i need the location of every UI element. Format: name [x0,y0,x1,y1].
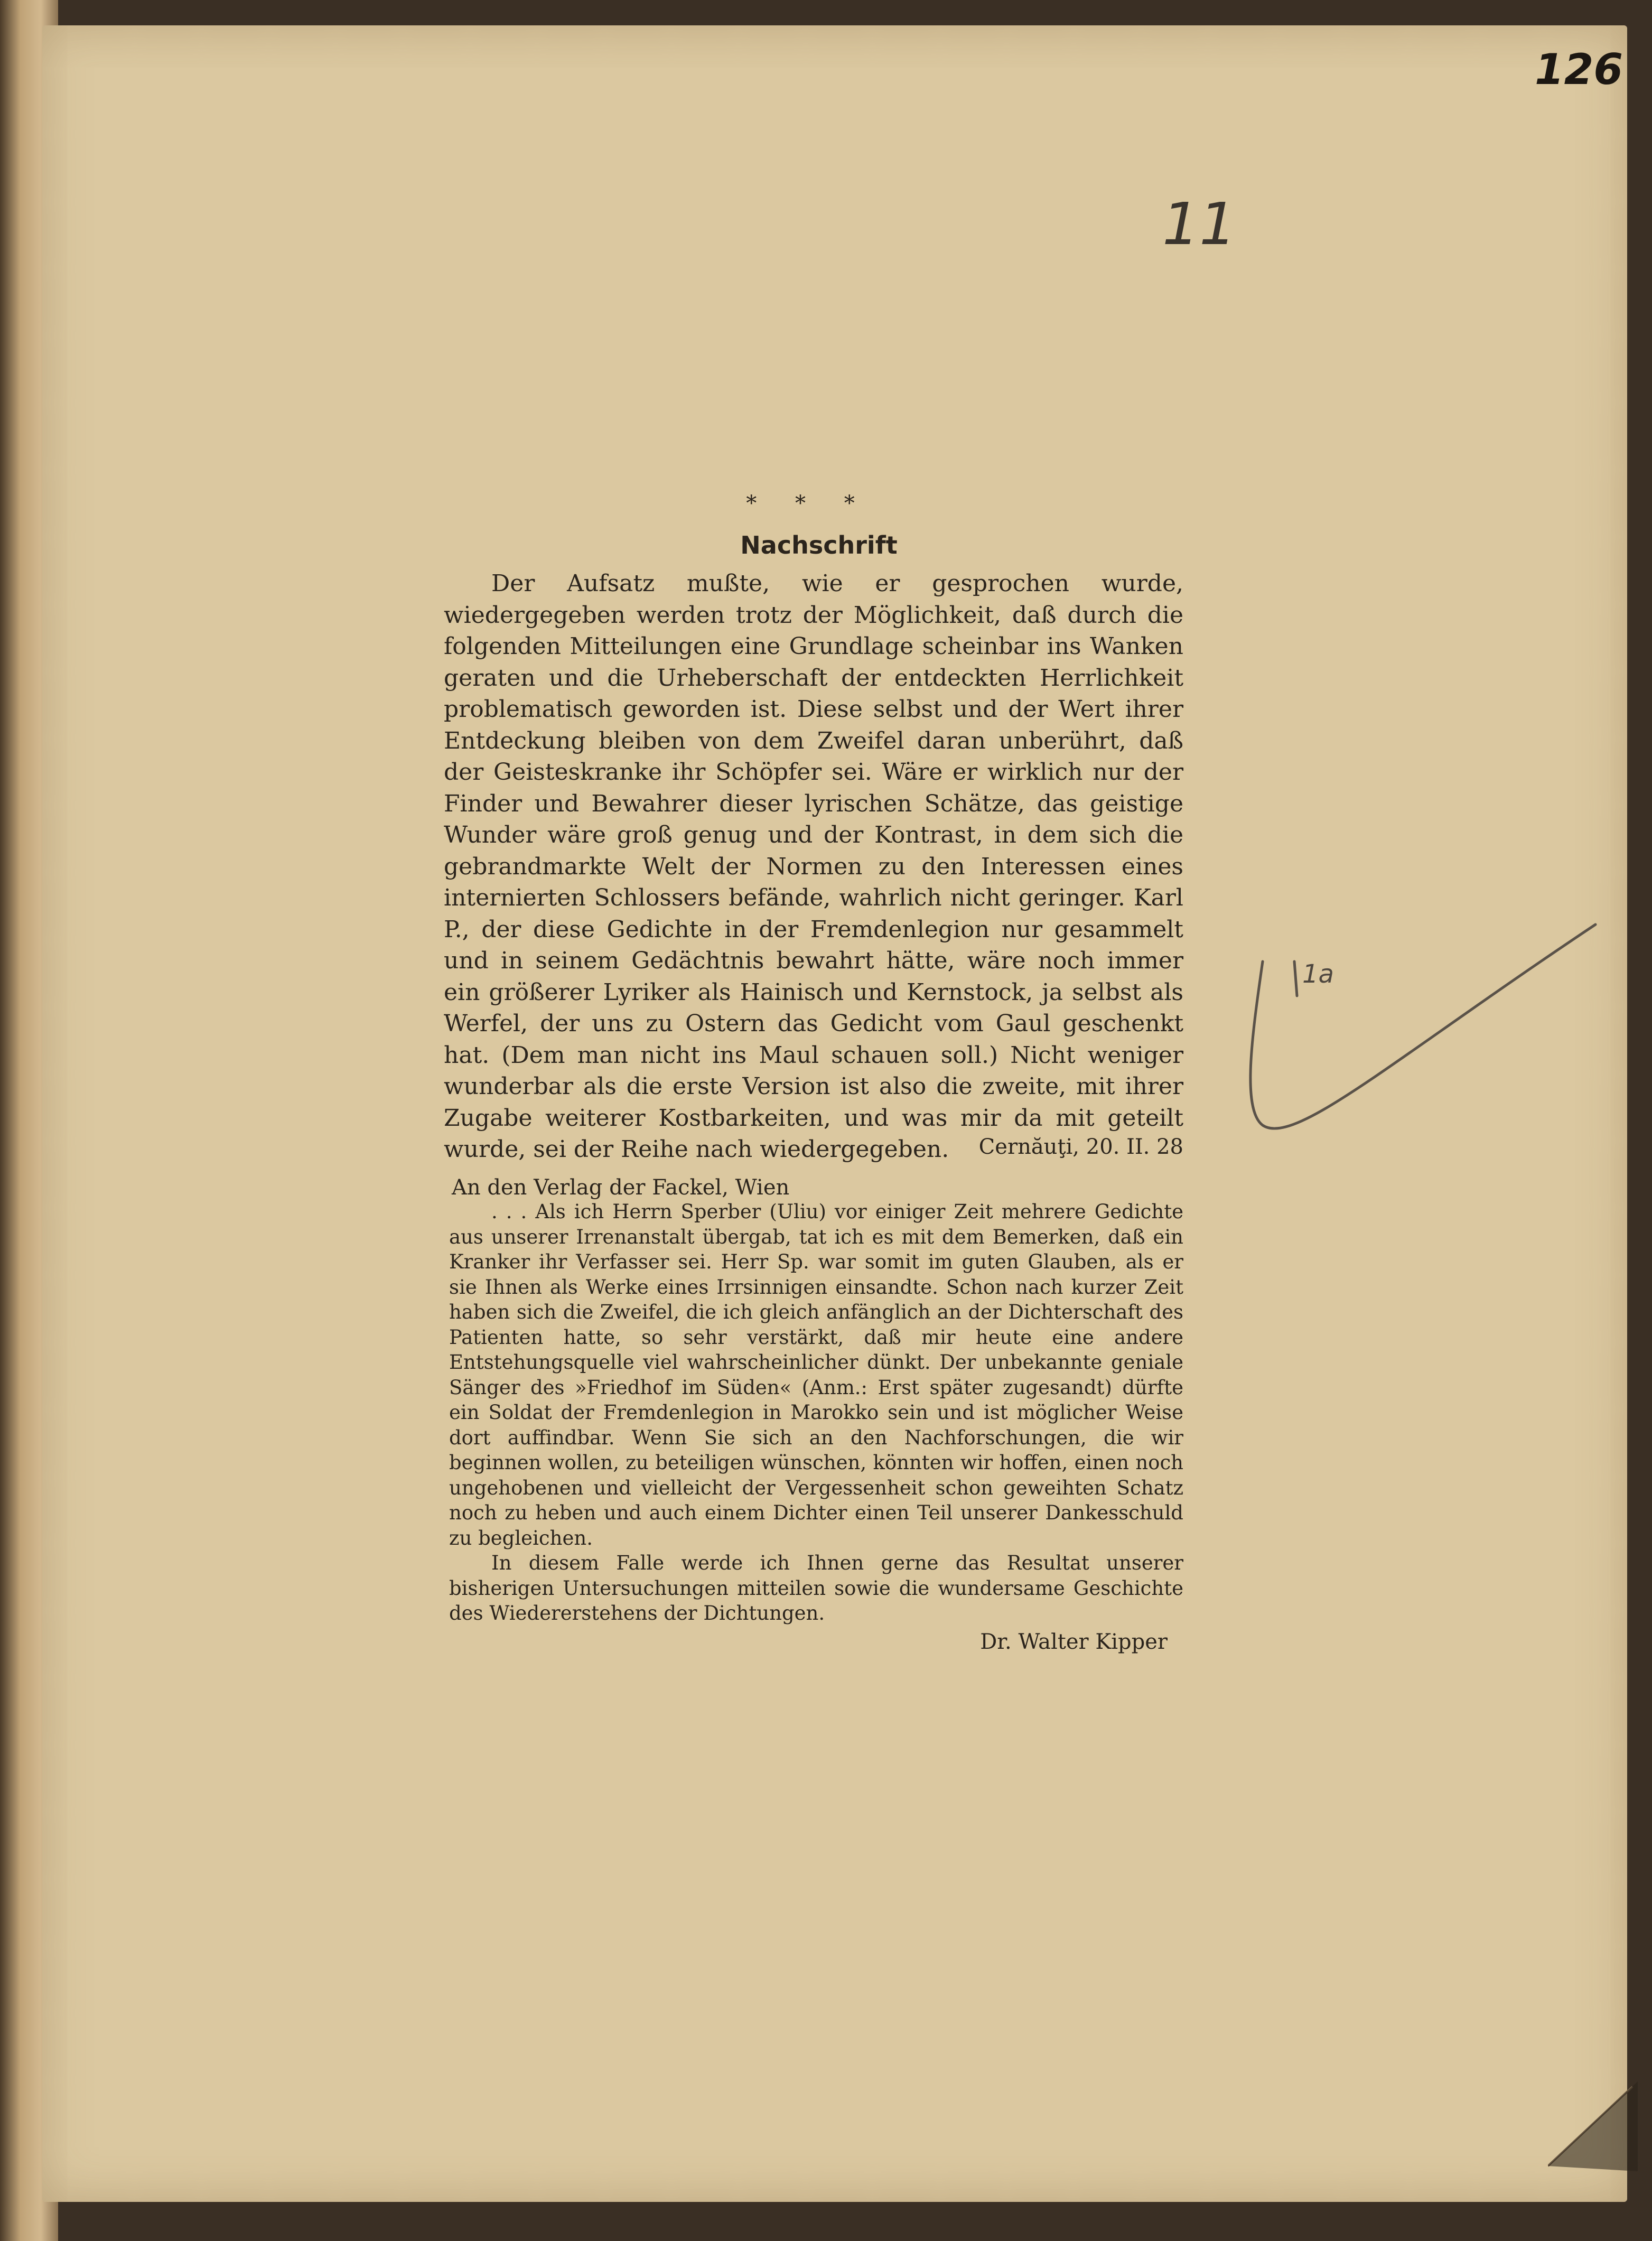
letter-signature: Dr. Walter Kipper [980,1630,1168,1654]
letter-body [449,1199,1183,1626]
section-separator: * * * [746,491,871,516]
page-corner-fold [1548,2076,1638,2171]
margin-note: 1a [1302,959,1334,989]
pencil-check-mark [1231,903,1601,1152]
section-body: Der Aufsatz mußte, wie er gesprochen wurde, wiedergegeben werden trotz der Möglichkeit, daß durch die folgenden Mitteilungen eine Grundlage scheinbar ins Wanken geraten und die Urheberschaft der entdeckten Herrlichkeit problematisch geworden ist. Diese selbst und der Wert ihrer Entdeckung bleiben von dem Zweifel daran unberührt, daß der Geisteskranke ihr Schöpfer sei. Wäre er wirklich nur der Finder und Bewahrer dieser lyrischen Schätze, das geistige Wunder wäre groß genug und der Kontrast, in dem sich die gebrandmarkte Welt der Normen zu den Interessen eines internierten Schlossers befände, wahrlich nicht geringer. Karl P., der diese Gedichte in der Fremdenlegion nur gesammelt und in seinem Gedächtnis bewahrt hätte, wäre noch immer ein größerer Lyriker als Hainisch und Kernstock, ja selbst als Werfel, der uns zu Ostern das Gedicht vom Gaul geschenkt hat. (Dem man nicht ins Maul schauen soll.) Nicht weniger wunderbar als die erste Version ist also die zweite, mit ihrer Zugabe weiterer Kostbarkeiten, und was mir da mit geteilt wurde, sei der Reihe nach wiedergegeben. [444,570,1183,1163]
section-heading: Nachschrift [740,531,898,559]
letter-paragraph-2: In diesem Falle werde ich Ihnen gerne das Resultat unserer bisherigen Untersuchungen mitteilen sowie die wundersame Geschichte des Wiedererstehens der Dichtungen. [449,1552,1183,1624]
pencil-mark: 11 [1162,190,1236,258]
letter-address: An den Verlag der Fackel, Wien [452,1175,790,1200]
folio-number: 126 [1535,45,1623,94]
letter-paragraph-1: . . . Als ich Herrn Sperber (Uliu) vor einiger Zeit mehrere Gedichte aus unserer Irrenanstalt übergab, tat ich es mit dem Bemerken, daß ein Kranker ihr Verfasser sei. Herr Sp. war somit im guten Glauben, als er sie Ihnen als Werke eines Irrsinnigen einsandte. Schon nach kurzer Zeit haben sich die Zweifel, die ich gleich anfänglich an der Dichterschaft des Patienten hatte, so sehr verstärkt, daß mir heute eine andere Entstehungsquelle viel wahrscheinlicher dünkt. Der unbekannte geniale Sänger des »Friedhof im Süden« (Anm.: Erst später zugesandt) dürfte ein Soldat der Fremdenlegion in Marokko sein und ist möglicher Weise dort auffindbar. Wenn Sie sich an den Nachforschungen, die wir beginnen wollen, zu beteiligen wünschen, könnten wir hoffen, einen noch ungehobenen und vielleicht der Vergessenheit schon geweihten Schatz noch zu heben und auch einem Dichter einen Teil unserer Dankesschuld zu begleichen. [449,1200,1183,1549]
letter-place-date: Cernăuţi, 20. II. 28 [978,1135,1183,1159]
